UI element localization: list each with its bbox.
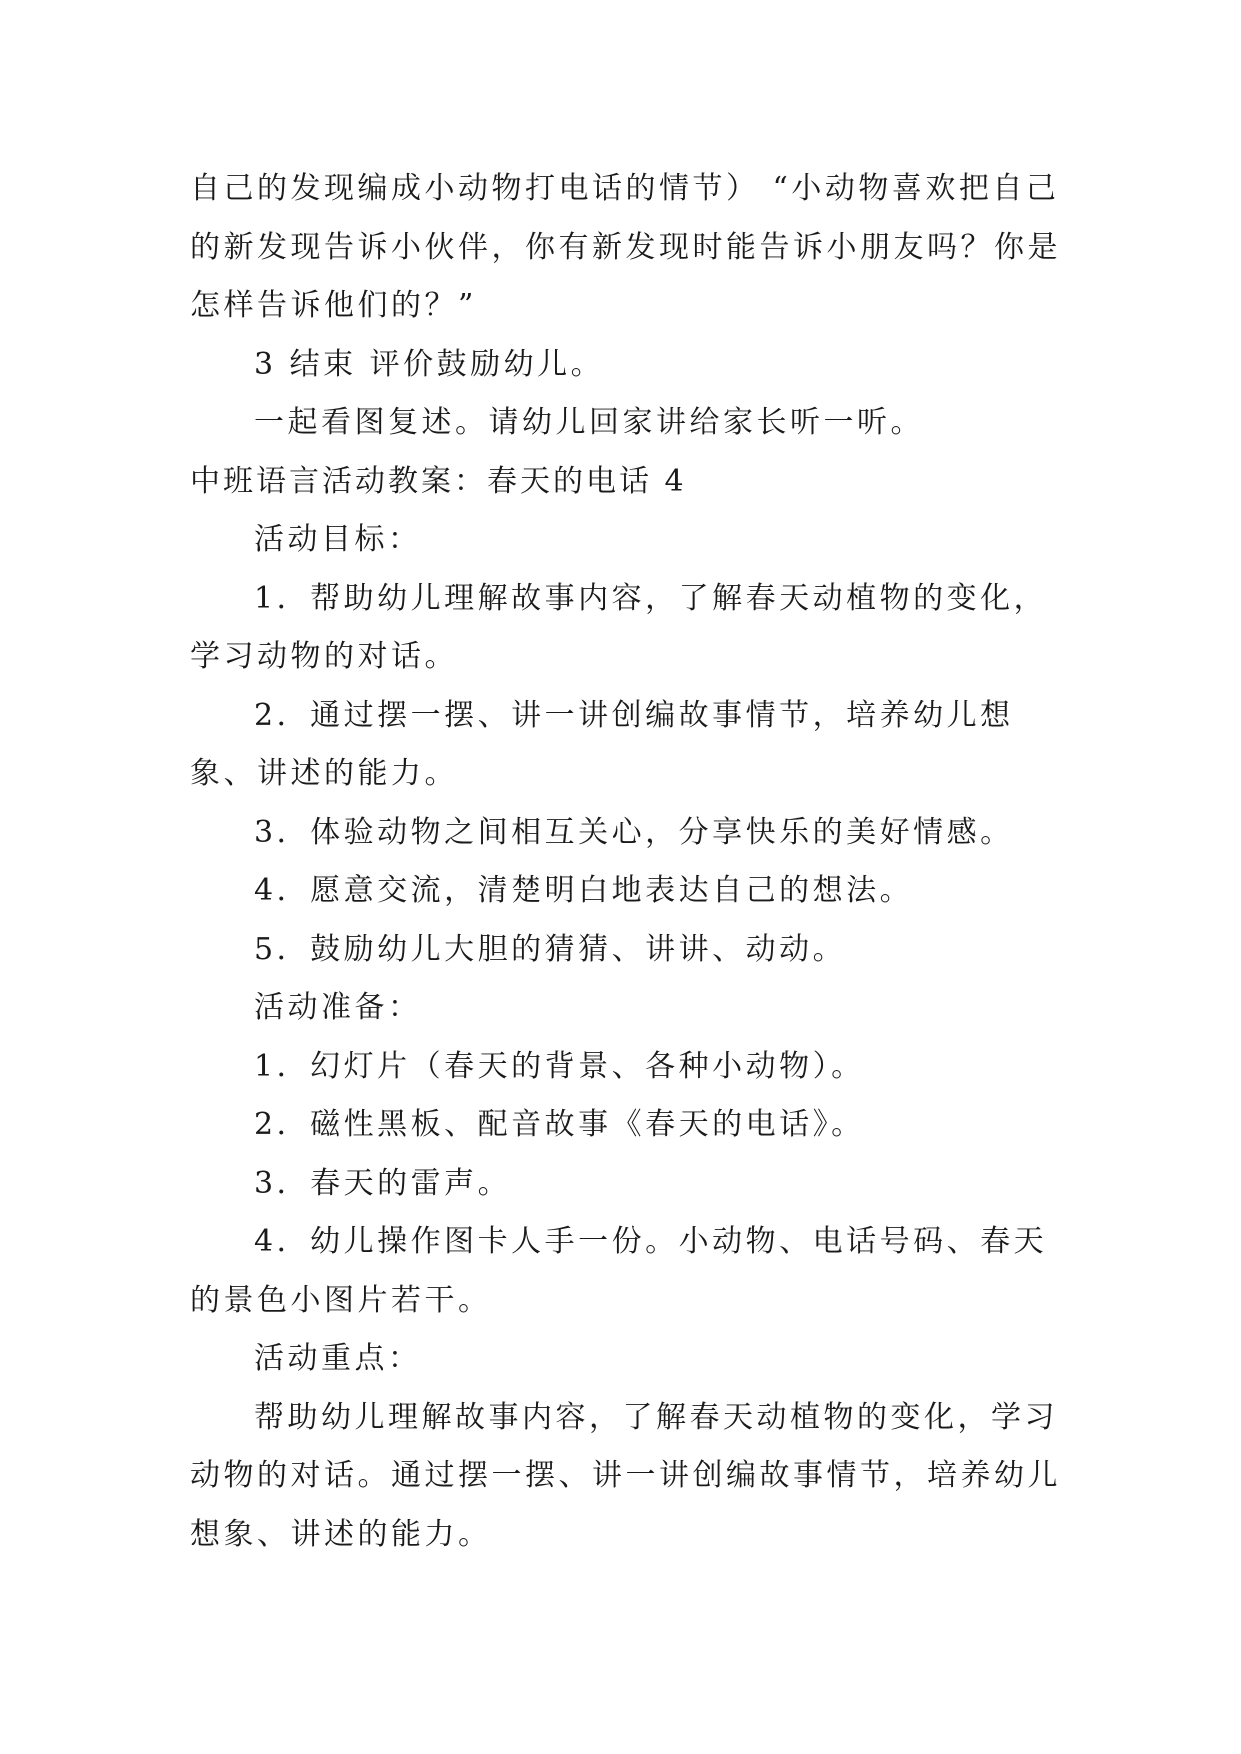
heading-activity-focus: 活动重点： (254, 1341, 422, 1376)
prep-item-2: 2．磁性黑板、配音故事《春天的电话》。 (254, 1107, 865, 1142)
goal-item-2: 2．通过摆一摆、讲一讲创编故事情节，培养幼儿想象、讲述的能力。 (190, 697, 1014, 791)
prep-item-1: 1．幻灯片（春天的背景、各种小动物）。 (254, 1048, 865, 1084)
section-title: 中班语言活动教案：春天的电话 4 (190, 463, 687, 499)
heading-activity-goals: 活动目标： (254, 522, 422, 557)
paragraph-ending: 3 结束 评价鼓励幼儿。 (254, 346, 605, 382)
prep-item-4: 4．幼儿操作图卡人手一份。小动物、电话号码、春天的景色小图片若干。 (190, 1224, 1048, 1318)
goal-item-4: 4．愿意交流，清楚明白地表达自己的想法。 (254, 873, 914, 908)
goal-item-3: 3．体验动物之间相互关心，分享快乐的美好情感。 (254, 814, 1014, 850)
prep-item-3: 3．春天的雷声。 (254, 1165, 512, 1201)
paragraph-retell: 一起看图复述。请幼儿回家讲给家长听一听。 (254, 405, 924, 440)
document-page (190, 160, 1070, 1564)
focus-paragraph: 帮助幼儿理解故事内容，了解春天动植物的变化，学习动物的对话。通过摆一摆、讲一讲创编故事情节，培养幼儿想象、讲述的能力。 (190, 1399, 1061, 1552)
goal-item-1: 1．帮助幼儿理解故事内容，了解春天动植物的变化，学习动物的对话。 (190, 580, 1048, 674)
goal-item-5: 5．鼓励幼儿大胆的猜猜、讲讲、动动。 (254, 931, 847, 967)
paragraph-intro: 自己的发现编成小动物打电话的情节） “小动物喜欢把自己的新发现告诉小伙伴，你有新发现时能告诉小朋友吗？你是怎样告诉他们的？” (190, 171, 1061, 323)
heading-activity-prep: 活动准备： (254, 990, 422, 1025)
